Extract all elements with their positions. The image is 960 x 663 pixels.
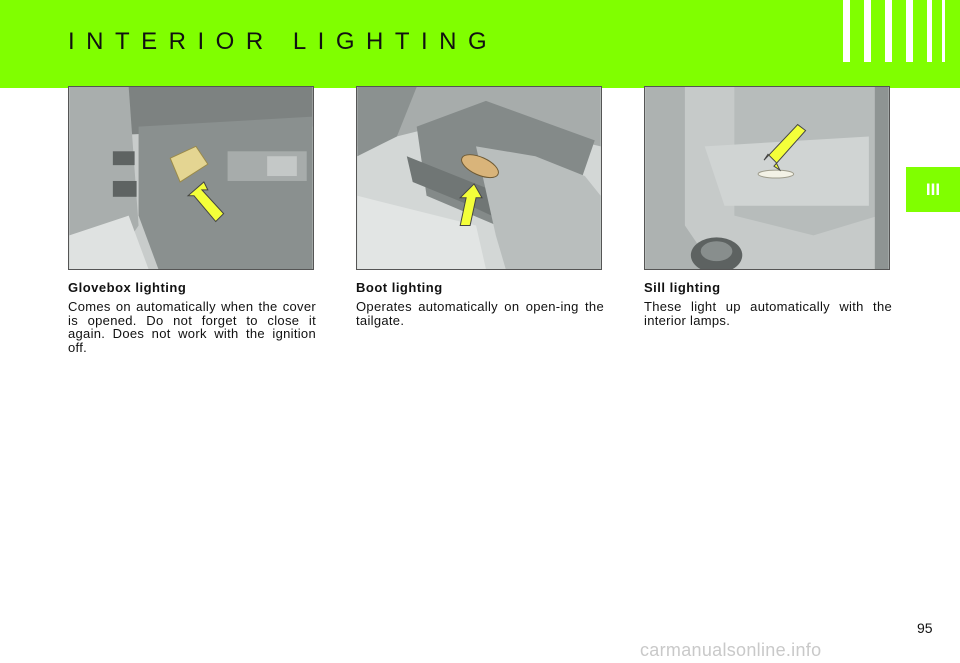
boot-photo [356,86,602,270]
sill-photo [644,86,890,270]
item-title: Glovebox lighting [68,280,187,295]
watermark: carmanualsonline.info [640,640,822,660]
glovebox-photo [68,86,314,270]
sill-caption [644,280,892,327]
boot-light-arrow-icon [357,87,601,269]
header-stripe [942,0,945,62]
header-stripe [906,0,913,62]
item-title: Boot lighting [356,280,443,295]
item-text: Comes on automatically when the cover is opened. Do not forget to close it again. Does not work with the ignition off. [68,299,316,355]
glovebox-caption [68,280,316,354]
section-tab[interactable]: III [906,167,960,212]
header-stripe [885,0,892,62]
sill-light-arrow-icon [645,87,889,269]
page-number: 95 [917,620,933,636]
page-title: INTERIOR LIGHTING [68,28,499,55]
boot-caption [356,280,604,327]
header-stripe [864,0,871,62]
item-text: Operates automatically on open-ing the tailgate. [356,299,604,328]
chapter-header [0,0,960,88]
header-stripe [843,0,850,62]
item-title: Sill lighting [644,280,721,295]
header-stripe [927,0,932,62]
glovebox-light-arrow-icon [69,87,313,269]
item-text: These light up automatically with the interior lamps. [644,299,892,328]
